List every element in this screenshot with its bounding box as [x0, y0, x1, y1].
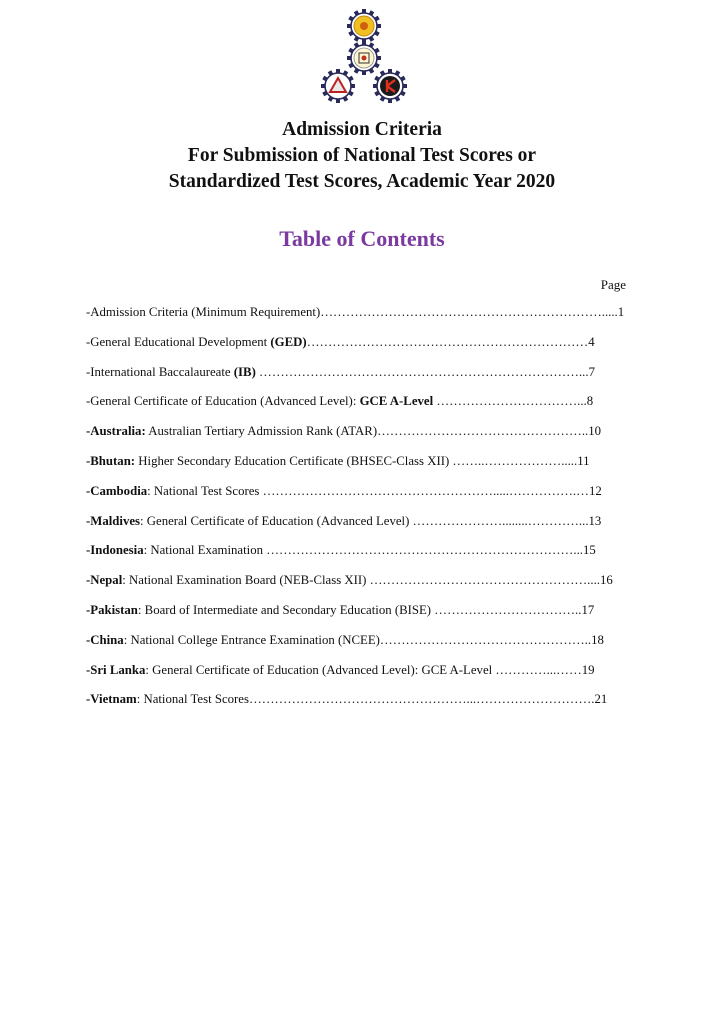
toc-entry-dots: ……………………………	[431, 602, 576, 617]
toc-entry[interactable]	[86, 571, 626, 601]
toc-entry-suffix: : National Test Scores	[147, 483, 260, 498]
toc-entry-page: ....16	[587, 573, 613, 588]
toc-entry[interactable]	[86, 512, 626, 542]
toc-entry-page: .10	[585, 424, 602, 439]
toc-title: Table of Contents	[279, 226, 445, 251]
toc-entry-prefix: -General Certificate of Education (Advanced Level):	[86, 394, 360, 409]
toc-entry-dots: ……………………………………………….....…………….	[259, 483, 577, 498]
toc-entry[interactable]	[86, 333, 626, 363]
toc-entry-suffix: : Board of Intermediate and Secondary Education (BISE)	[137, 602, 432, 617]
toc-entry-prefix: -Admission Criteria (Minimum Requirement)	[86, 305, 321, 319]
toc-entry-bold: (GED)	[270, 334, 307, 349]
toc-entry-page: ..7	[582, 364, 595, 379]
toc-entry-page: ....1	[604, 305, 625, 319]
toc-entry[interactable]	[86, 392, 626, 422]
toc-entry[interactable]	[86, 363, 626, 393]
toc-entry-page: ..15	[576, 543, 596, 558]
heading-line-3: Standardized Test Scores, Academic Year 2020	[168, 171, 556, 192]
toc-entry-bold: -Nepal	[86, 573, 123, 588]
toc-entry-suffix: : National Examination	[143, 543, 264, 558]
toc-entry-bold: -Vietnam	[86, 692, 137, 707]
toc-entry-page: 4	[588, 334, 595, 349]
toc-entry-dots: ………………………………………………………….	[320, 305, 605, 319]
toc-entry-prefix: -General Educational Development	[86, 334, 271, 349]
toc-entry-suffix: : National College Entrance Examination (NCEE)	[123, 632, 380, 647]
toc-entry-page: …..18	[571, 632, 604, 647]
toc-entry-page: ..13	[582, 513, 602, 528]
toc-entry[interactable]	[86, 482, 626, 512]
toc-entry-bold: GCE A-Level	[359, 394, 434, 409]
toc-entry-suffix: : General Certificate of Education (Advanced Level): GCE A-Level	[145, 662, 493, 677]
toc-entry-dots: ……………………………………………	[366, 573, 588, 588]
toc-entry[interactable]	[86, 303, 626, 333]
toc-entry-dots: ……..……………….	[449, 453, 565, 468]
toc-entry-prefix: -International Baccalaureate	[86, 364, 234, 379]
toc-entry-page: ....11	[564, 453, 590, 468]
heading-line-1: Admission Criteria	[282, 119, 442, 140]
toc-entry-bold: -Cambodia	[86, 483, 148, 498]
toc-entry-suffix: : National Test Scores	[136, 692, 249, 707]
toc-list	[86, 303, 626, 720]
toc-entry-dots: ………………………………………….	[377, 424, 586, 439]
toc-entry-page: …19	[568, 662, 595, 677]
gear-cluster-logo-icon	[318, 8, 410, 106]
toc-entry-suffix: : National Examination Board (NEB-Class XII)	[122, 573, 367, 588]
toc-entry[interactable]	[86, 690, 626, 720]
toc-entry-dots: ………………………………………	[379, 632, 572, 647]
toc-entry[interactable]	[86, 601, 626, 631]
toc-entry-bold: -Bhutan:	[86, 453, 136, 468]
toc-entry-dots: ………………………………………………………………….	[255, 364, 583, 379]
toc-entry-bold: -Indonesia	[86, 543, 144, 558]
toc-entry-page: .21	[591, 692, 608, 707]
toc-entry-dots: …………………........………….	[409, 513, 583, 528]
toc-entry-dots: ……………………………………………………………….	[263, 543, 577, 558]
toc-entry-page: .8	[583, 394, 594, 409]
toc-entry-page: …12	[576, 483, 602, 498]
toc-entry-suffix: : General Certificate of Education (Advanced Level)	[140, 513, 410, 528]
toc-entry-suffix: Australian Tertiary Admission Rank (ATAR)	[145, 424, 378, 439]
toc-entry-dots: …………………………………………………………	[306, 334, 589, 349]
toc-entry-bold: (IB)	[233, 364, 256, 379]
toc-entry-suffix: Higher Secondary Education Certificate (BHSEC-Class XII)	[135, 453, 450, 468]
toc-entry-dots: ……………………………..	[433, 394, 584, 409]
toc-entry[interactable]	[86, 422, 626, 452]
toc-entry-dots: …………...…	[492, 662, 569, 677]
heading-line-2: For Submission of National Test Scores or	[187, 145, 537, 166]
toc-entry-bold: -Maldives	[86, 513, 141, 528]
toc-entry-bold: -China	[86, 632, 124, 647]
toc-entry[interactable]	[86, 631, 626, 661]
toc-entry-bold: -Sri Lanka	[86, 662, 146, 677]
toc-entry[interactable]	[86, 452, 626, 482]
toc-entry-page: ..17	[575, 602, 595, 617]
toc-entry[interactable]	[86, 661, 626, 691]
toc-entry-bold: -Australia:	[86, 424, 146, 439]
toc-entry[interactable]	[86, 541, 626, 571]
toc-entry-bold: -Pakistan	[86, 602, 138, 617]
toc-entry-dots: ……………………………………………...………………………	[248, 692, 592, 707]
page-column-label: Page	[600, 277, 626, 292]
